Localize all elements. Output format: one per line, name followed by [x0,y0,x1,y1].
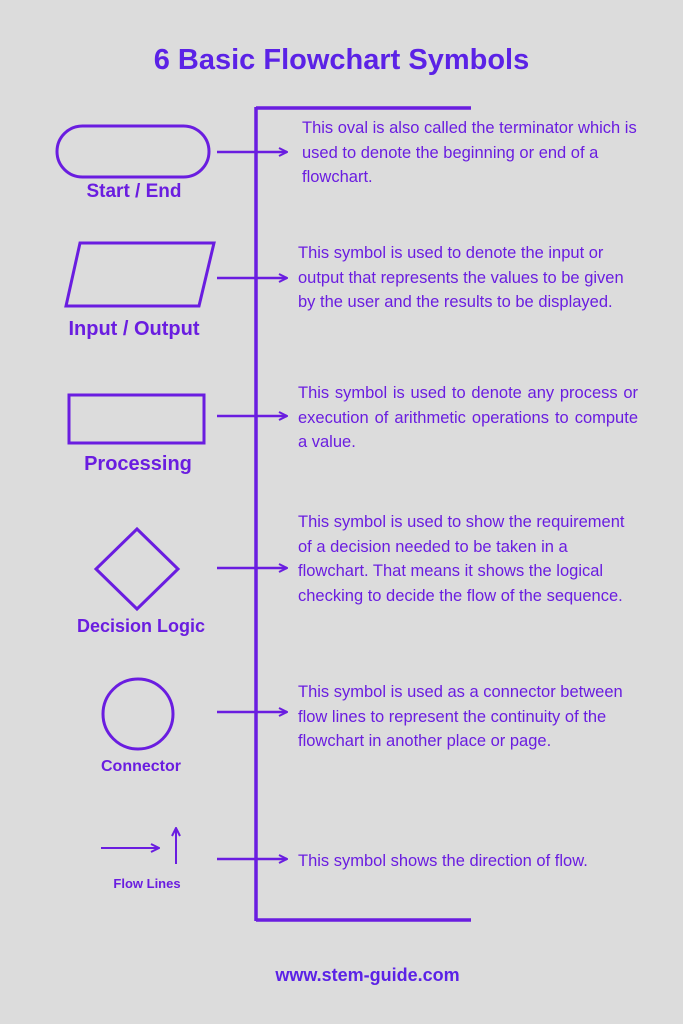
connector-arrows [217,152,287,859]
symbol-description-flow-lines: This symbol shows the direction of flow. [298,852,588,870]
flow-lines-symbol [101,828,176,864]
symbol-description-start-end: This oval is also called the terminator which is used to denote the beginning or end of a flowchart. [302,119,637,186]
symbol-label-connector: Connector [101,758,181,775]
diamond-symbol [96,529,178,609]
circle-symbol [103,679,173,749]
symbol-description-connector: This symbol is used as a connector between flow lines to represent the continuity of the flowchart in another place or page. [298,683,623,750]
rectangle-symbol [69,395,204,443]
symbol-description-processing: This symbol is used to denote any process or execution of arithmetic operations to compute a value. [298,384,638,451]
page-title: 6 Basic Flowchart Symbols [153,44,530,76]
symbol-description-decision-logic: This symbol is used to show the requirement of a decision needed to be taken in a flowchart. That means it shows the logical checking to decide the flow of the sequence. [298,513,625,605]
symbol-label-flow-lines: Flow Lines [113,876,181,891]
website-link[interactable]: www.stem-guide.com [275,965,460,985]
symbol-description-input-output: This symbol is used to denote the input or output that represents the values to be given by the user and the results to be displayed. [298,244,624,311]
symbol-label-processing: Processing [84,453,192,475]
symbol-label-decision-logic: Decision Logic [76,616,206,636]
symbol-label-start-end: Start / End [86,181,182,202]
parallelogram-symbol [66,243,214,306]
symbol-label-input-output: Input / Output [68,318,200,340]
oval-symbol [57,126,209,177]
